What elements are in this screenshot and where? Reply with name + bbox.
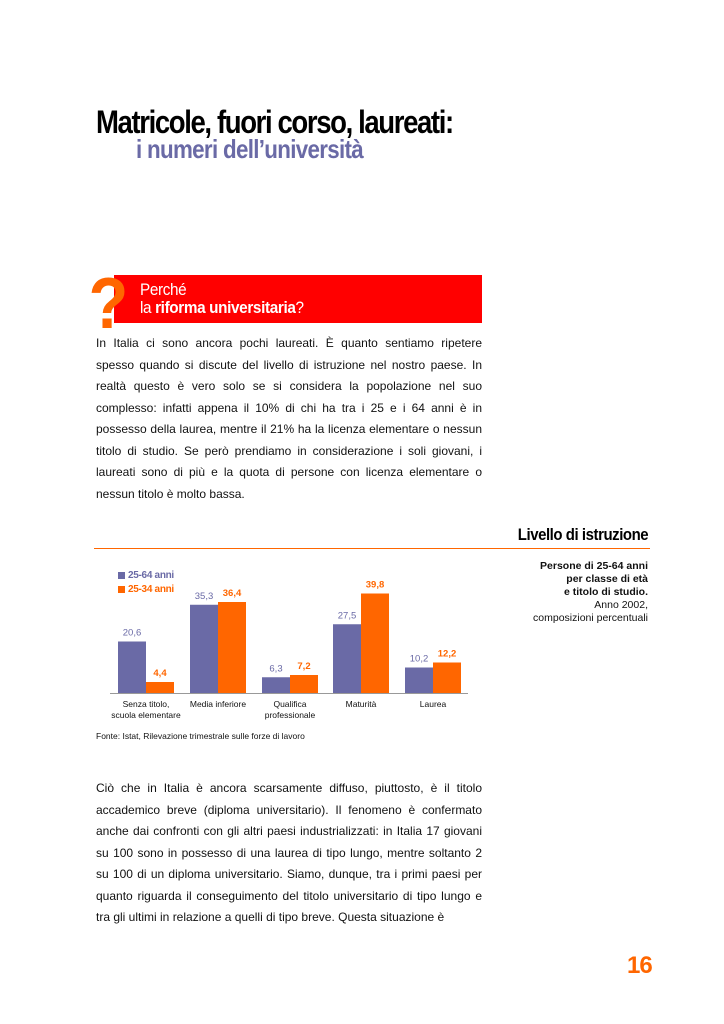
category-label-3: Maturità [345,699,377,709]
page-subtitle: i numeri dell’università [136,134,364,164]
data-label-series-2-2: 7,2 [297,661,311,672]
section-divider [94,548,650,549]
body-paragraph-2: Ciò che in Italia è ancora scarsamente diffuso, piuttosto, è il titolo accademico breve (diploma universitario). Il fenomeno è confermato anche dai confronti con gli altri paesi industrializzati: in Italia 17 giovani su 100 sono in possesso di una laurea di tipo lungo, mentre soltanto 2 su 100 di un diploma universitario. Siamo, dunque, tra i primi paesi per quanto riguarda il conseguimento del titolo universitario di tipo lungo e tra gli ultimi in relazione a quelli di tipo breve. Questa situazione è [96,781,482,924]
bar-series-2-0 [146,682,174,693]
page-title: Matricole, fuori corso, laureati: [96,104,453,140]
source-note: Fonte: Istat, Rilevazione trimestrale sulle forze di lavoro [96,731,305,741]
category-label-0-line-1: scuola elementare [111,710,181,720]
bar-series-1-1 [190,605,218,693]
bar-series-2-2 [290,675,318,693]
caption-line-2: per classe di età [566,573,648,585]
legend-label-1: 25-64 anni [128,570,174,581]
banner-line-2 [140,298,304,318]
data-label-series-1-1: 35,3 [194,590,214,602]
caption-line-3: e titolo di studio. [564,586,648,598]
bar-series-2-4 [433,663,461,694]
data-label-series-1-3: 27,5 [337,610,357,622]
bar-series-1-3 [333,624,361,693]
legend-label-2: 25-34 anni [128,584,174,595]
data-label-series-2-1: 36,4 [222,588,242,599]
category-label-1: Media inferiore [189,699,247,709]
data-label-series-2-4: 12,2 [437,648,457,660]
data-label-series-2-3: 39,8 [365,579,385,591]
banner-suffix: ? [295,298,304,317]
bar-series-1-0 [118,642,146,694]
data-label-series-1-0: 20,6 [122,627,142,639]
caption-line-4: Anno 2002, [594,599,648,611]
question-mark-icon: ? [88,264,129,344]
chart-caption [488,560,648,625]
education-bar-chart [96,565,486,725]
page-number: 16 [627,952,652,979]
category-label-0-line-0: Senza titolo, [122,699,170,709]
category-label-2-line-1: professionale [264,710,316,720]
body-paragraph-1: In Italia ci sono ancora pochi laureati. È quanto sentiamo ripetere spesso quando si discute del livello di istruzione nel nostro paese. In realtà questo è vero solo se si considera la popolazione nel suo complesso: infatti appena il 10% di chi ha tra i 25 e i 64 anni è in possesso della laurea, mentre il 21% ha la licenza elementare o nessun titolo di studio. Se però prendiamo in considerazione i soli giovani, i laureati sono di più e la quota di persone con licenza elementare o nessun titolo è molto bassa. [96,336,482,501]
data-label-series-2-0: 4,4 [153,668,167,679]
banner-emphasis: riforma universitaria [155,298,296,317]
banner-line-1: Perché [140,280,187,299]
category-label-2-line-0: Qualifica [273,699,307,709]
data-label-series-1-2: 6,3 [269,663,283,675]
data-label-series-1-4: 10,2 [409,653,429,665]
caption-line-1: Persone di 25-64 anni [540,560,648,572]
bar-series-1-2 [262,677,290,693]
category-label-4: Laurea [419,699,447,709]
banner-prefix: la [140,298,156,317]
section-title: Livello di istruzione [517,525,648,544]
chart-plot [96,565,486,725]
bar-series-1-4 [405,668,433,694]
bar-series-2-3 [361,594,389,694]
bar-series-2-1 [218,602,246,693]
caption-line-5: composizioni percentuali [533,612,648,624]
